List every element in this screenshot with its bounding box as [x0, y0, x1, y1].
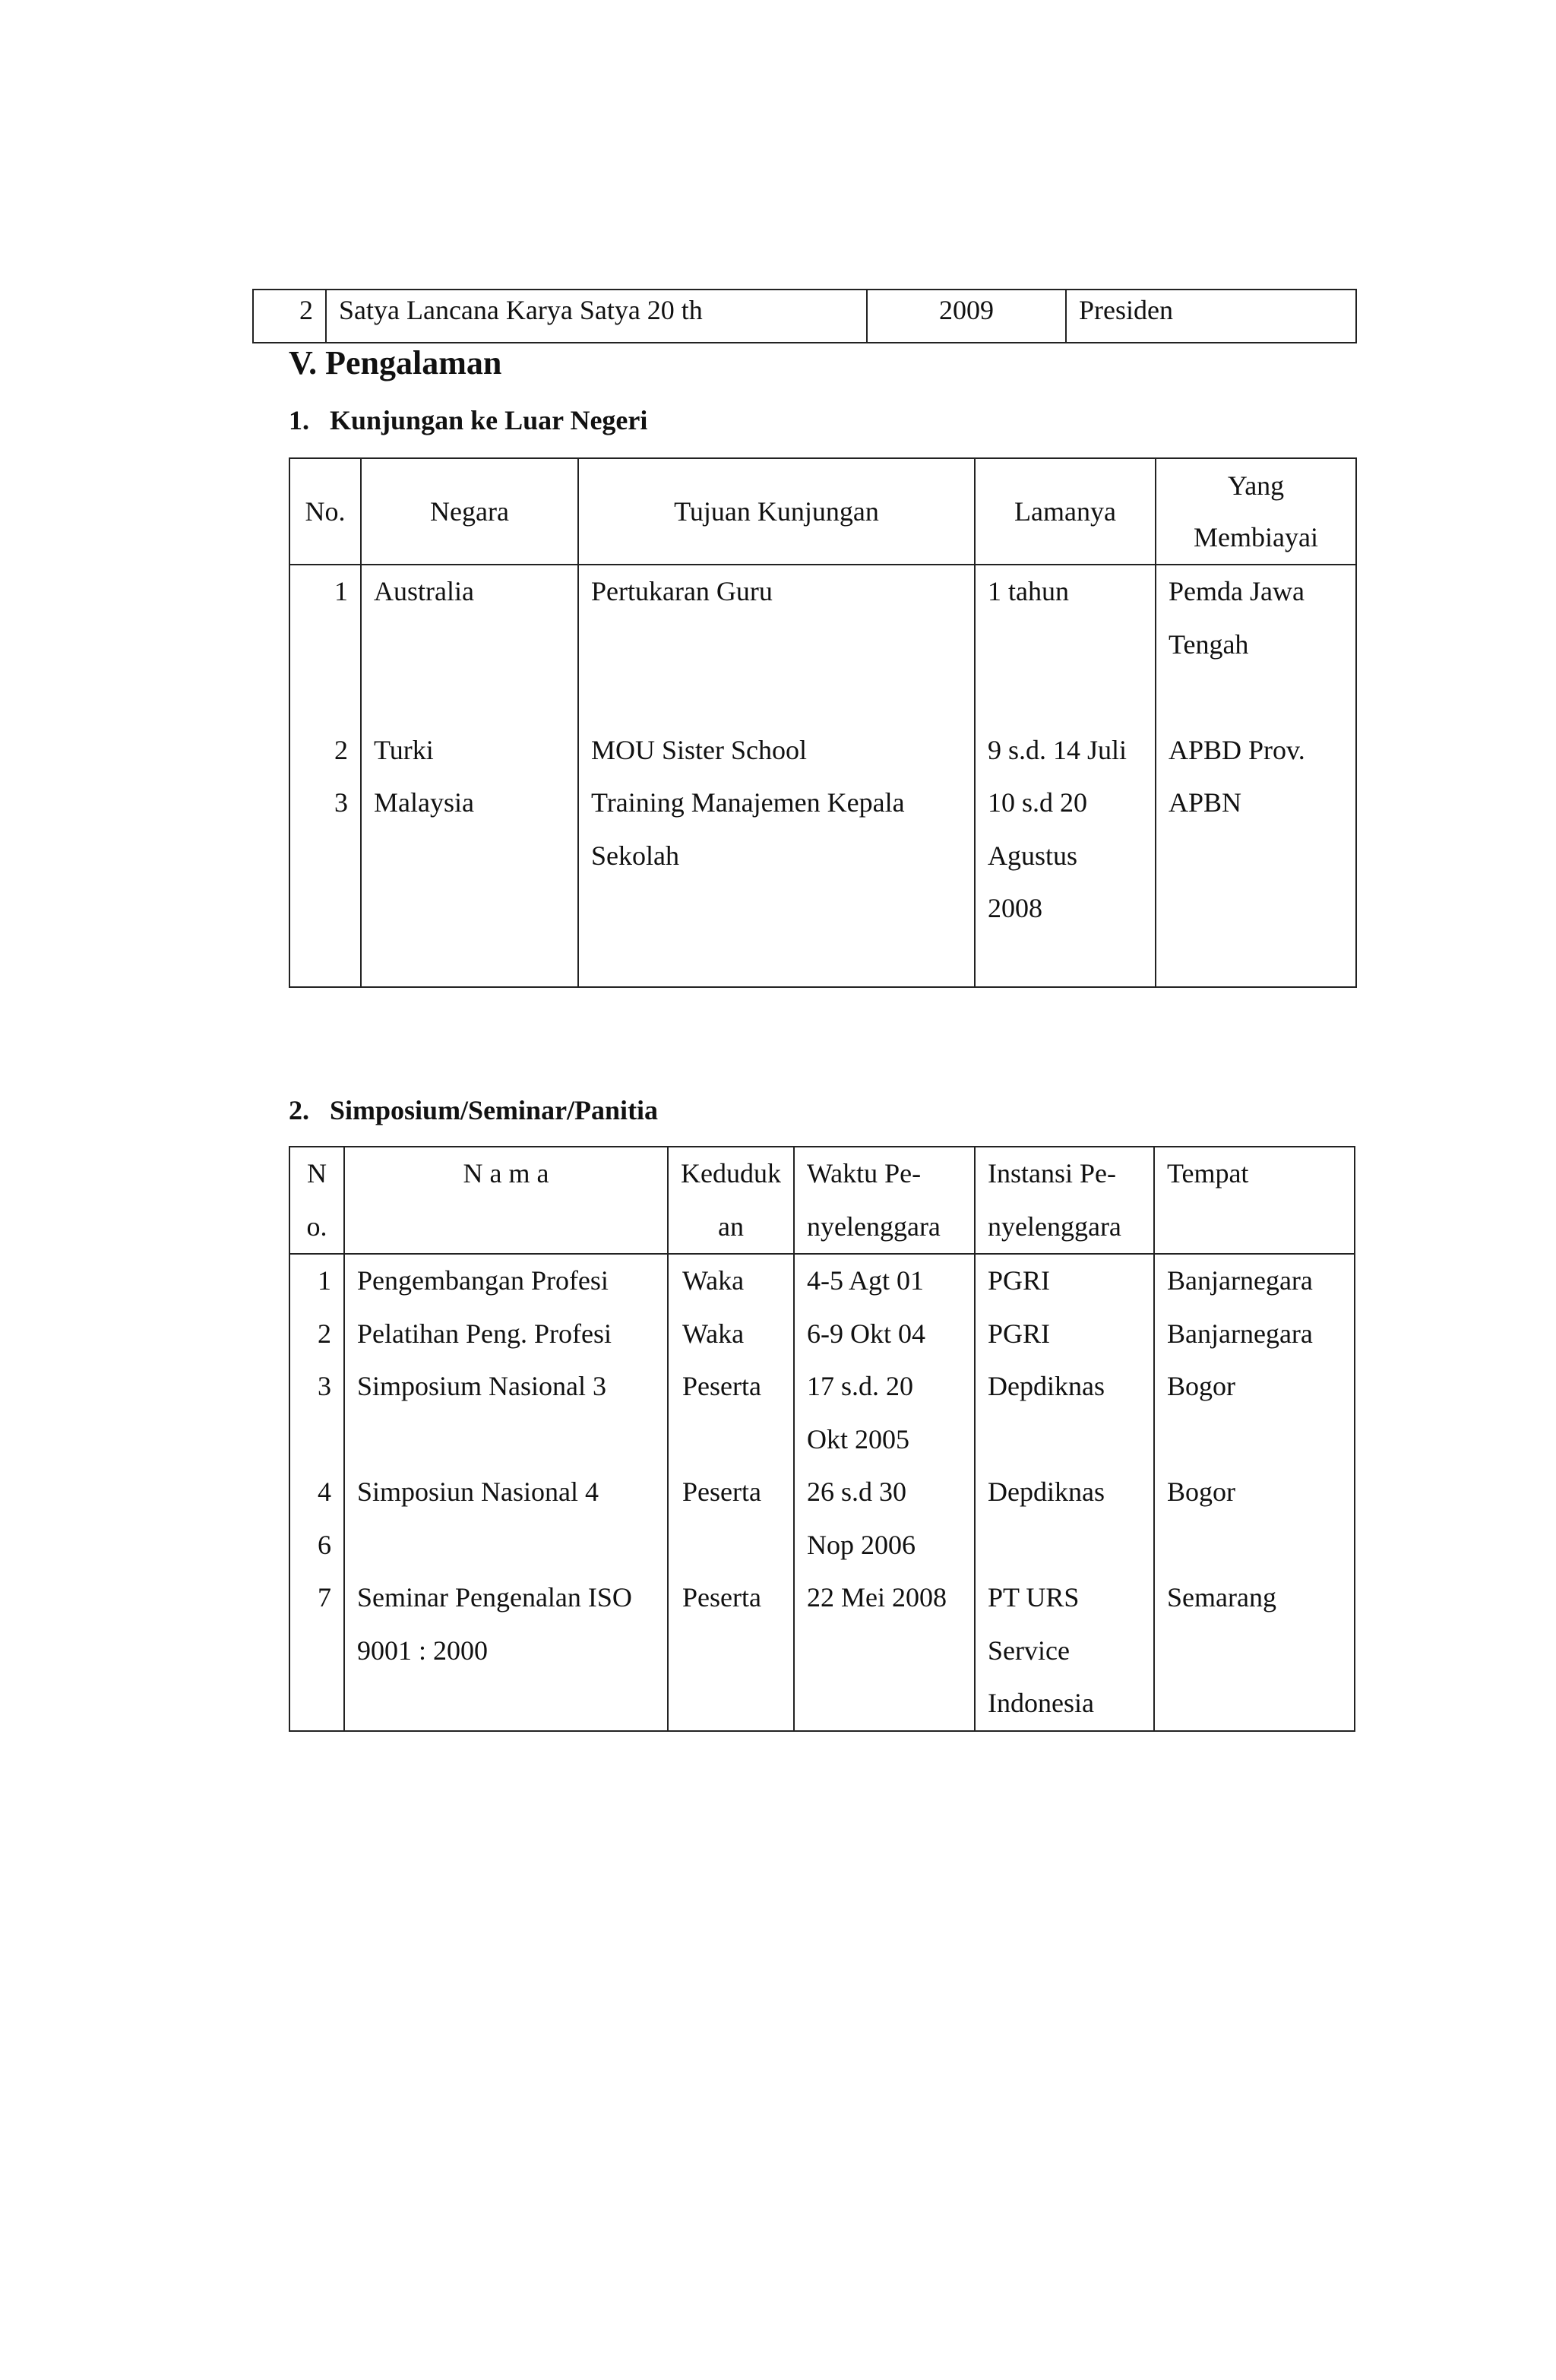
table-row: [253, 290, 1356, 343]
cell-text: 1: [334, 576, 348, 606]
cell-text: Pertukaran Guru: [591, 576, 773, 606]
cell-text: Sekolah: [591, 840, 679, 871]
spacer: [1167, 1413, 1354, 1467]
cell-text: 6: [318, 1529, 331, 1560]
col-waktu: [794, 1254, 975, 1731]
cell-text: 4: [318, 1476, 331, 1507]
cell-text: 3: [334, 787, 348, 818]
cell-text: Pengembangan Profesi: [357, 1265, 609, 1296]
col-lamanya: [975, 565, 1156, 987]
header-no: [289, 1147, 344, 1254]
table-header-row: [289, 1147, 1355, 1254]
cell-text: 2: [318, 1318, 331, 1349]
award-name: Satya Lancana Karya Satya 20 th: [326, 290, 867, 343]
header-negara: Negara: [361, 458, 578, 565]
header-text: Membiayai: [1194, 522, 1318, 552]
spacer: [682, 1519, 793, 1572]
cell-text: PT URS: [988, 1582, 1080, 1613]
cell-text: Bogor: [1167, 1371, 1235, 1401]
cell-text: Depdiknas: [988, 1476, 1105, 1507]
spacer: [682, 1413, 793, 1467]
cell-text: Agustus: [988, 840, 1078, 871]
cell-text: MOU Sister School: [591, 734, 808, 765]
col-no: [289, 1254, 344, 1731]
cell-text: APBN: [1169, 787, 1242, 818]
spacer: [988, 1413, 1153, 1467]
cell-text: Pelatihan Peng. Profesi: [357, 1318, 612, 1349]
spacer: [290, 619, 348, 672]
header-text: N a m a: [463, 1158, 549, 1188]
header-nama: [344, 1147, 668, 1254]
cell-text: Peserta: [682, 1371, 761, 1401]
cell-text: Waka: [682, 1265, 745, 1296]
table-header-row: [289, 458, 1356, 565]
table-row: [289, 1254, 1355, 1731]
spacer: [374, 619, 577, 672]
col-tujuan: [578, 565, 975, 987]
cell-text: Banjarnegara: [1167, 1318, 1313, 1349]
cell-text: Banjarnegara: [1167, 1265, 1313, 1296]
header-text: N: [307, 1158, 327, 1188]
visits-table: [289, 457, 1357, 988]
header-text: Waktu Pe-: [807, 1158, 922, 1188]
cell-text: PGRI: [988, 1318, 1051, 1349]
col-negara: [361, 565, 578, 987]
header-kedudukan: [668, 1147, 794, 1254]
cell-text: Seminar Pengenalan ISO: [357, 1582, 632, 1613]
cell-text: Training Manajemen Kepala: [591, 787, 905, 818]
cell-text: Bogor: [1167, 1476, 1235, 1507]
award-table: [252, 289, 1357, 343]
header-text: Keduduk: [681, 1158, 781, 1188]
header-tempat: [1154, 1147, 1355, 1254]
cell-text: Okt 2005: [807, 1423, 909, 1454]
cell-text: Service: [988, 1635, 1070, 1666]
cell-text: Pemda Jawa: [1169, 576, 1305, 606]
spacer: [988, 1519, 1153, 1572]
header-text: nyelenggara: [807, 1211, 941, 1242]
cell-text: Depdiknas: [988, 1371, 1105, 1401]
spacer: [1167, 1519, 1354, 1572]
col-nama: [344, 1254, 668, 1731]
spacer: [591, 619, 974, 672]
cell-text: Simposiun Nasional 4: [357, 1476, 599, 1507]
award-no: 2: [253, 290, 326, 343]
cell-text: 2008: [988, 893, 1042, 923]
cell-text: 26 s.d 30: [807, 1476, 907, 1507]
cell-text: APBD Prov.: [1169, 734, 1305, 765]
header-membiayai: [1156, 458, 1356, 565]
spacer: [374, 671, 577, 724]
spacer: [357, 1519, 667, 1572]
col-kedudukan: [668, 1254, 794, 1731]
spacer: [357, 1413, 667, 1467]
spacer: [290, 671, 348, 724]
cell-text: Semarang: [1167, 1582, 1276, 1613]
spacer: [988, 671, 1155, 724]
header-text: nyelenggara: [988, 1211, 1121, 1242]
table-row: [289, 565, 1356, 987]
visits-title: [289, 404, 647, 436]
cell-text: Peserta: [682, 1476, 761, 1507]
award-year: 2009: [867, 290, 1066, 343]
cell-text: Peserta: [682, 1582, 761, 1613]
col-tempat: [1154, 1254, 1355, 1731]
cell-text: 1 tahun: [988, 576, 1069, 606]
cell-text: 17 s.d. 20: [807, 1371, 914, 1401]
cell-text: 3: [318, 1371, 331, 1401]
spacer: [988, 619, 1155, 672]
cell-text: 9001 : 2000: [357, 1635, 489, 1666]
cell-text: Turki: [374, 734, 434, 765]
header-waktu: [794, 1147, 975, 1254]
cell-text: Malaysia: [374, 787, 474, 818]
header-instansi: [975, 1147, 1154, 1254]
col-membiayai: [1156, 565, 1356, 987]
spacer: [591, 671, 974, 724]
cell-text: Nop 2006: [807, 1529, 916, 1560]
cell-text: Waka: [682, 1318, 745, 1349]
header-lamanya: Lamanya: [975, 458, 1156, 565]
header-text: Instansi Pe-: [988, 1158, 1116, 1188]
cell-text: 10 s.d 20: [988, 787, 1088, 818]
cell-text: 4-5 Agt 01: [807, 1265, 925, 1296]
header-text: an: [718, 1211, 744, 1242]
cell-text: Simposium Nasional 3: [357, 1371, 607, 1401]
seminars-table: [289, 1146, 1355, 1732]
award-giver: Presiden: [1066, 290, 1356, 343]
spacer: [290, 1413, 331, 1467]
cell-text: PGRI: [988, 1265, 1051, 1296]
cell-text: 6-9 Okt 04: [807, 1318, 925, 1349]
header-text: Yang: [1227, 470, 1285, 501]
cell-text: 7: [318, 1582, 331, 1613]
header-no: No.: [289, 458, 361, 565]
section-title: V. Pengalaman: [289, 344, 502, 381]
cell-text: 9 s.d. 14 Juli: [988, 734, 1127, 765]
seminars-title-text: 2. Simposium/Seminar/Panitia: [289, 1095, 659, 1125]
header-tujuan: Tujuan Kunjungan: [578, 458, 975, 565]
spacer: [1169, 671, 1355, 724]
cell-text: Tengah: [1169, 628, 1249, 660]
cell-text: Indonesia: [988, 1688, 1094, 1718]
cell-text: 22 Mei 2008: [807, 1582, 947, 1613]
seminars-title: [289, 1094, 658, 1126]
cell-text: 1: [318, 1265, 331, 1296]
header-text: Tempat: [1167, 1158, 1249, 1188]
cell-text: Australia: [374, 576, 474, 606]
col-instansi: [975, 1254, 1154, 1731]
cell-text: 2: [334, 734, 348, 765]
header-text: o.: [306, 1211, 327, 1242]
visits-title-text: 1. Kunjungan ke Luar Negeri: [289, 405, 648, 435]
col-no: [289, 565, 361, 987]
